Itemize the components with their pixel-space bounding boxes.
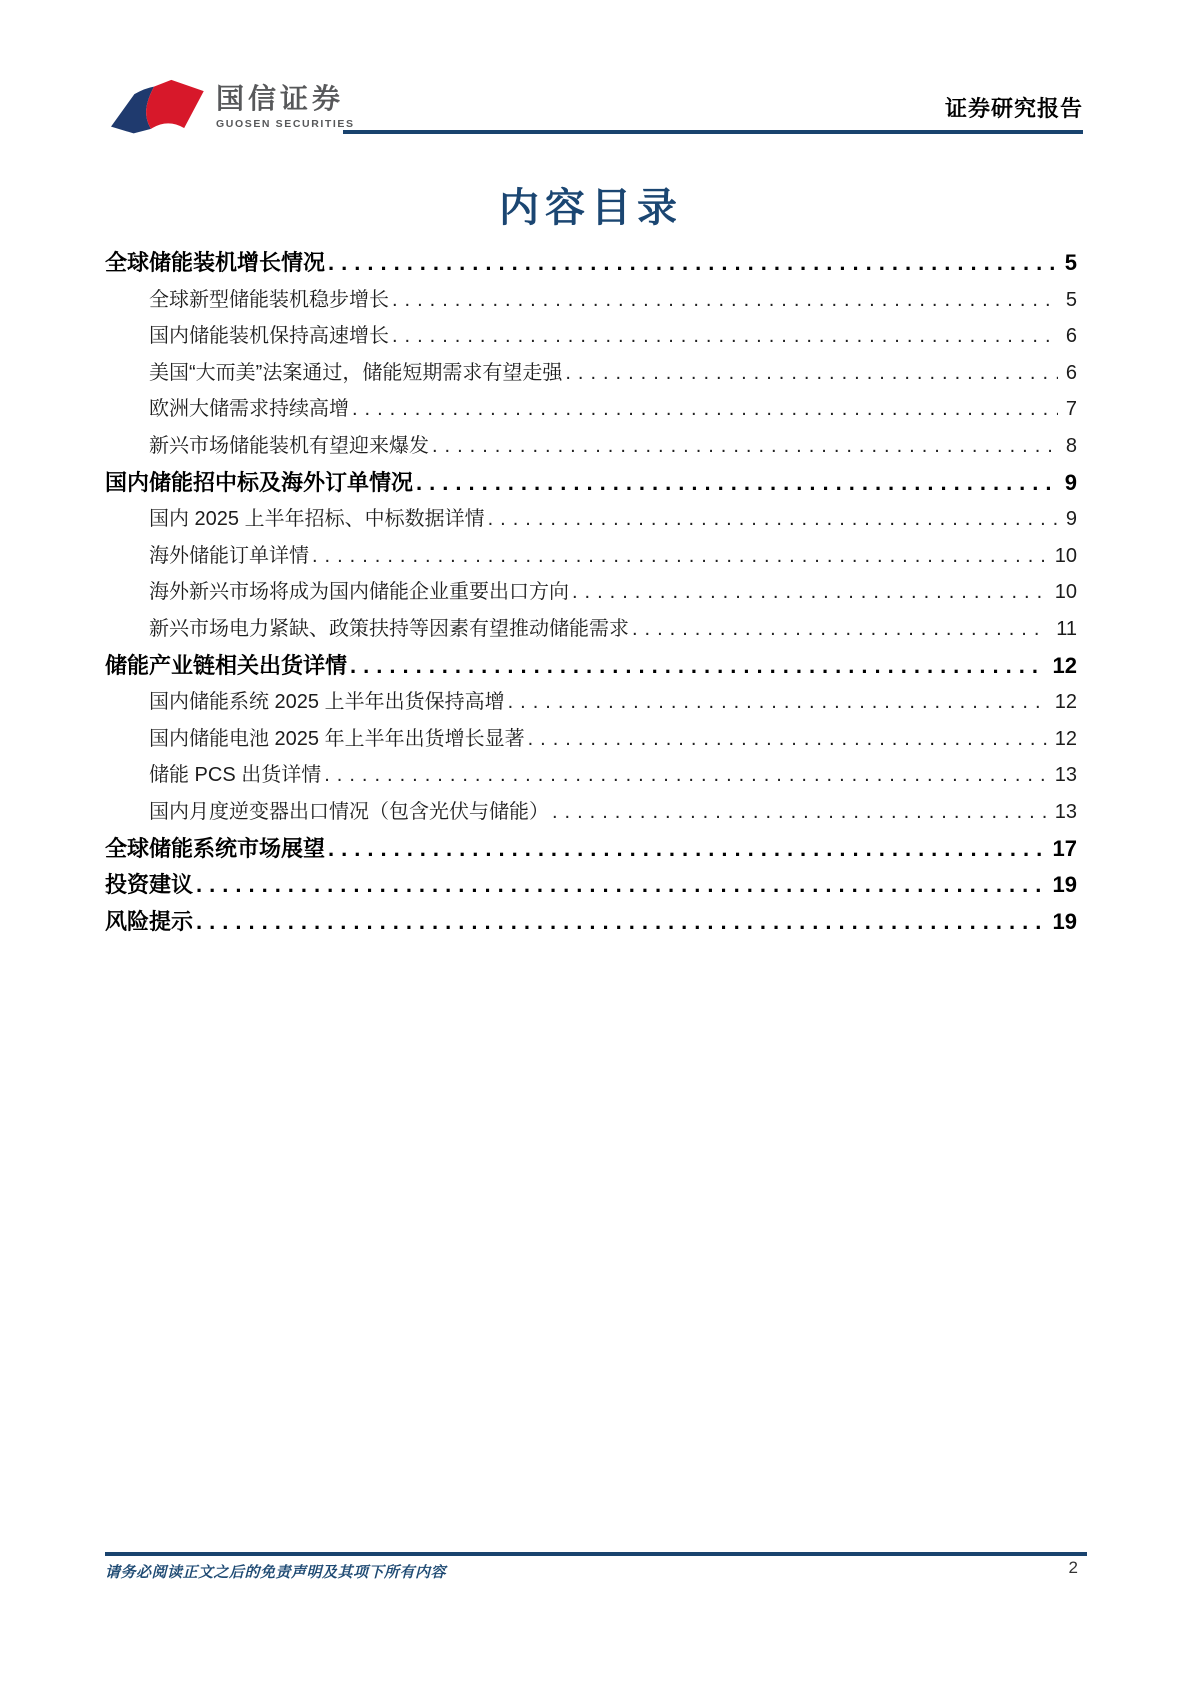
dot-leader <box>632 618 1048 641</box>
guosen-logo <box>108 76 355 138</box>
dot-leader <box>328 250 1057 276</box>
toc-entry-page: 6 <box>1065 325 1077 348</box>
toc-entry-label: 国内储能招中标及海外订单情况 <box>105 469 414 495</box>
dot-leader <box>508 691 1047 714</box>
toc-entry[interactable] <box>105 392 1077 429</box>
dot-leader <box>488 508 1058 531</box>
toc-entry[interactable] <box>105 246 1077 283</box>
dot-leader <box>392 289 1058 312</box>
toc-entry[interactable] <box>105 758 1077 795</box>
toc-entry-page: 5 <box>1065 288 1077 311</box>
toc-entry-page: 19 <box>1052 872 1077 898</box>
toc-entry-page: 13 <box>1054 800 1077 823</box>
toc-entry-label: 国内 2025 上半年招标、中标数据详情 <box>149 508 485 531</box>
toc-entry-label: 海外储能订单详情 <box>149 544 309 567</box>
toc-entry-page: 6 <box>1065 361 1077 384</box>
header-rule <box>343 130 1083 134</box>
toc-entry-label: 国内储能装机保持高速增长 <box>149 325 389 348</box>
toc-entry-label: 储能 PCS 出货详情 <box>149 764 322 787</box>
toc-entry[interactable] <box>105 319 1077 356</box>
toc-entry[interactable] <box>105 356 1077 393</box>
toc-entry[interactable] <box>105 283 1077 320</box>
toc-entry-page: 17 <box>1052 835 1077 861</box>
toc-entry[interactable] <box>105 502 1077 539</box>
dot-leader <box>432 435 1058 458</box>
toc-entry[interactable] <box>105 612 1077 649</box>
toc-entry-page: 11 <box>1056 617 1077 640</box>
dot-leader <box>196 909 1045 935</box>
logo-text <box>216 84 355 130</box>
toc-entry[interactable] <box>105 905 1077 942</box>
toc-entry-label: 全球储能系统市场展望 <box>105 835 326 861</box>
footer-page-number: 2 <box>1068 1558 1078 1577</box>
page-header <box>0 0 1190 140</box>
toc-entry-page: 12 <box>1054 691 1077 714</box>
dot-leader <box>528 728 1047 751</box>
toc-entry-page: 8 <box>1065 434 1077 457</box>
toc-entry-page: 10 <box>1054 581 1077 604</box>
toc-entry-label: 海外新兴市场将成为国内储能企业重要出口方向 <box>149 581 569 604</box>
toc-entry[interactable] <box>105 575 1077 612</box>
toc-title: 内容目录 <box>499 186 683 230</box>
dot-leader <box>565 362 1058 385</box>
dot-leader <box>350 653 1045 679</box>
toc-entry-label: 国内月度逆变器出口情况（包含光伏与储能） <box>149 800 549 823</box>
dot-leader <box>352 398 1058 421</box>
toc-entry-page: 9 <box>1065 508 1077 531</box>
toc-entry-label: 新兴市场储能装机有望迎来爆发 <box>149 434 429 457</box>
dot-leader <box>328 836 1045 862</box>
table-of-contents <box>105 186 1077 941</box>
toc-entry-page: 7 <box>1065 398 1077 421</box>
dot-leader <box>312 545 1047 568</box>
dot-leader <box>196 872 1045 898</box>
dot-leader <box>416 470 1057 496</box>
toc-entry-page: 9 <box>1064 469 1077 495</box>
toc-entry-label: 储能产业链相关出货详情 <box>105 652 348 678</box>
toc-entry[interactable] <box>105 722 1077 759</box>
toc-entry[interactable] <box>105 868 1077 905</box>
toc-entry-page: 5 <box>1064 250 1077 275</box>
toc-entry-label: 新兴市场电力紧缺、政策扶持等因素有望推动储能需求 <box>149 617 629 640</box>
toc-entry[interactable] <box>105 539 1077 576</box>
toc-entry[interactable] <box>105 832 1077 869</box>
toc-entry-page: 13 <box>1054 764 1077 787</box>
dot-leader <box>552 801 1047 824</box>
toc-entry-label: 全球储能装机增长情况 <box>105 250 326 275</box>
dot-leader <box>392 325 1058 348</box>
toc-entry[interactable] <box>105 795 1077 832</box>
footer-rule <box>105 1552 1087 1556</box>
toc-entry-page: 19 <box>1052 908 1077 934</box>
toc-entry-label: 美国“大而美”法案通过，储能短期需求有望走强 <box>149 361 563 384</box>
toc-entry[interactable] <box>105 649 1077 686</box>
toc-entry-label: 投资建议 <box>105 872 194 898</box>
dot-leader <box>324 764 1047 787</box>
toc-entry-label: 全球新型储能装机稳步增长 <box>149 288 389 311</box>
guosen-logo-icon <box>108 76 206 138</box>
footer-disclaimer: 请务必阅读正文之后的免责声明及其项下所有内容 <box>105 1564 447 1581</box>
toc-entry-label: 欧洲大储需求持续高增 <box>149 398 349 421</box>
logo-name-cn: 国信证券 <box>216 83 345 114</box>
toc-entry-label: 国内储能系统 2025 上半年出货保持高增 <box>149 691 505 714</box>
logo-name-en: GUOSEN SECURITIES <box>216 118 355 130</box>
toc-entry[interactable] <box>105 685 1077 722</box>
toc-entry-page: 10 <box>1054 544 1077 567</box>
toc-entry-label: 风险提示 <box>105 908 194 934</box>
toc-entry-label: 国内储能电池 2025 年上半年出货增长显著 <box>149 727 525 750</box>
toc-entry-page: 12 <box>1054 727 1077 750</box>
dot-leader <box>572 581 1047 604</box>
report-type-label: 证券研究报告 <box>944 96 1083 121</box>
toc-entry[interactable] <box>105 429 1077 466</box>
toc-entry[interactable] <box>105 466 1077 503</box>
toc-entry-page: 12 <box>1052 652 1077 678</box>
